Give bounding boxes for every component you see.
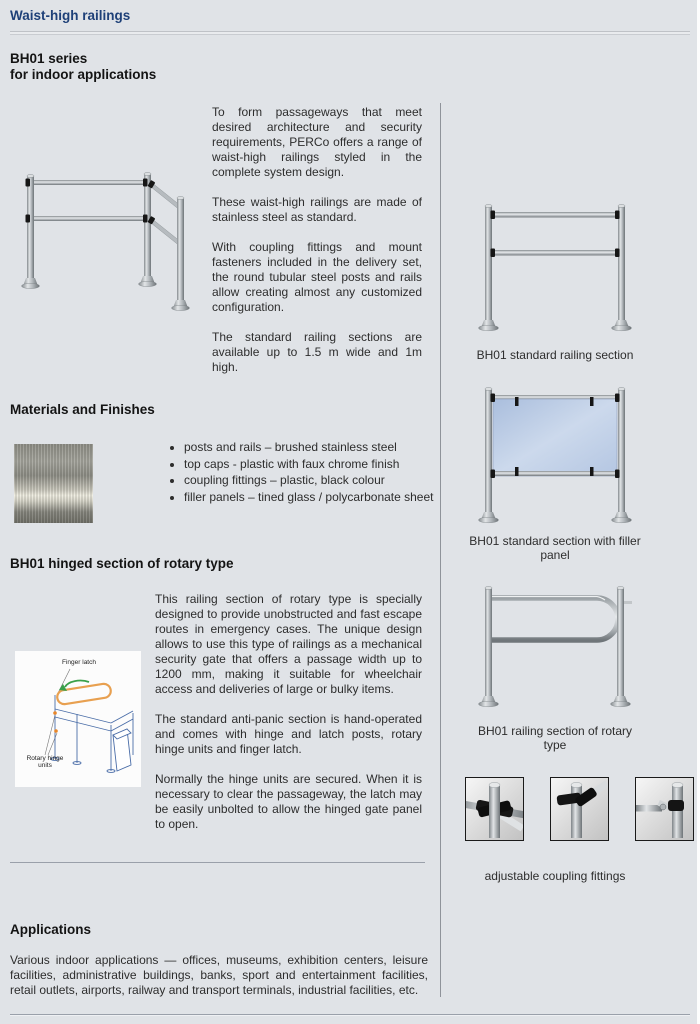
rotary-railing-caption: BH01 railing section of rotary type [477, 724, 633, 752]
bottom-divider [10, 1014, 690, 1016]
finger-latch-label: Finger latch [62, 659, 96, 666]
coupling-fitting-drawing-1 [466, 778, 523, 840]
coupling-fitting-drawing-3 [636, 778, 693, 840]
intro-paragraph-3: With coupling fittings and mount fasteners included in the delivery set, the round tubular steel posts and rails allow creating almost any customized configuration. [212, 240, 422, 314]
rotary-paragraph-2: The standard anti-panic section is hand-operated and comes with hinge and latch posts, rotary hinge units and finger latch. [155, 712, 422, 756]
coupling-fitting-photo-2 [550, 777, 609, 841]
applications-heading: Applications [10, 922, 92, 937]
intro-paragraph-4: The standard railing sections are available up to 1.5 m wide and 1m high. [212, 330, 422, 374]
coupling-fitting-photo-1 [465, 777, 524, 841]
brushed-steel-swatch [14, 444, 93, 523]
rotary-diagram-image [15, 651, 141, 787]
materials-bullet-1: • posts and rails – brushed stainless steel [184, 440, 440, 456]
rotary-paragraph-1: This railing section of rotary type is specially designed to provide unobstructed and fast escape routes in emergency cases. The unique design allows to use this type of railings as a mechanical security gate that offers a passage width up to 1200 mm, making it suitable for wheelchair access and deliveries of large or bulky items. [155, 592, 422, 696]
rotary-paragraph-3: Normally the hinge units are secured. When it is necessary to clear the passageway, the latch may be easily unbolted to allow the hinged gate panel to open. [155, 772, 422, 831]
intro-heading [10, 51, 156, 83]
rotary-heading: BH01 hinged section of rotary type [10, 556, 234, 571]
materials-heading: Materials and Finishes [10, 402, 155, 417]
filler-panel-caption: BH01 standard section with filler panel [469, 534, 641, 562]
materials-bullet-list [168, 440, 440, 506]
applications-text: Various indoor applications — offices, museums, exhibition centers, leisure facilities, administrative buildings, banks, sport and entertainment facilities, retail outlets, airports, railway and transport terminals, industrial facilities, etc. [10, 953, 428, 997]
materials-bullet-4: • filler panels – tined glass / polycarbonate sheet [184, 490, 440, 506]
coupling-fittings-caption: adjustable coupling fittings [484, 869, 626, 883]
filler-panel-image [455, 385, 675, 527]
intro-paragraph-1: To form passageways that meet desired architecture and security requirements, PERCo offers a range of waist-high railings styled in the complete system design. [212, 105, 422, 179]
intro-heading-line1: BH01 series [10, 51, 88, 66]
corner-railing-image [5, 136, 210, 316]
standard-railing-caption: BH01 standard railing section [476, 348, 634, 362]
title-divider [10, 31, 690, 35]
intro-text [212, 105, 422, 390]
coupling-fitting-drawing-2 [551, 778, 608, 840]
standard-railing-image [455, 200, 675, 345]
intro-heading-line2: for indoor applications [10, 67, 157, 82]
page-title: Waist-high railings [10, 8, 131, 23]
materials-bullet-2: • top caps - plastic with faux chrome finish [184, 457, 440, 473]
materials-bullet-3: • coupling fittings – plastic, black colour [184, 473, 440, 489]
coupling-fitting-photo-3 [635, 777, 694, 841]
intro-paragraph-2: These waist-high railings are made of stainless steel as standard. [212, 195, 422, 224]
rotary-text [155, 592, 422, 847]
rotary-hinge-units-label: Rotary hinge units [26, 755, 64, 769]
column-divider [440, 103, 441, 997]
rotary-section-divider [10, 862, 425, 863]
rotary-railing-image [455, 583, 675, 719]
